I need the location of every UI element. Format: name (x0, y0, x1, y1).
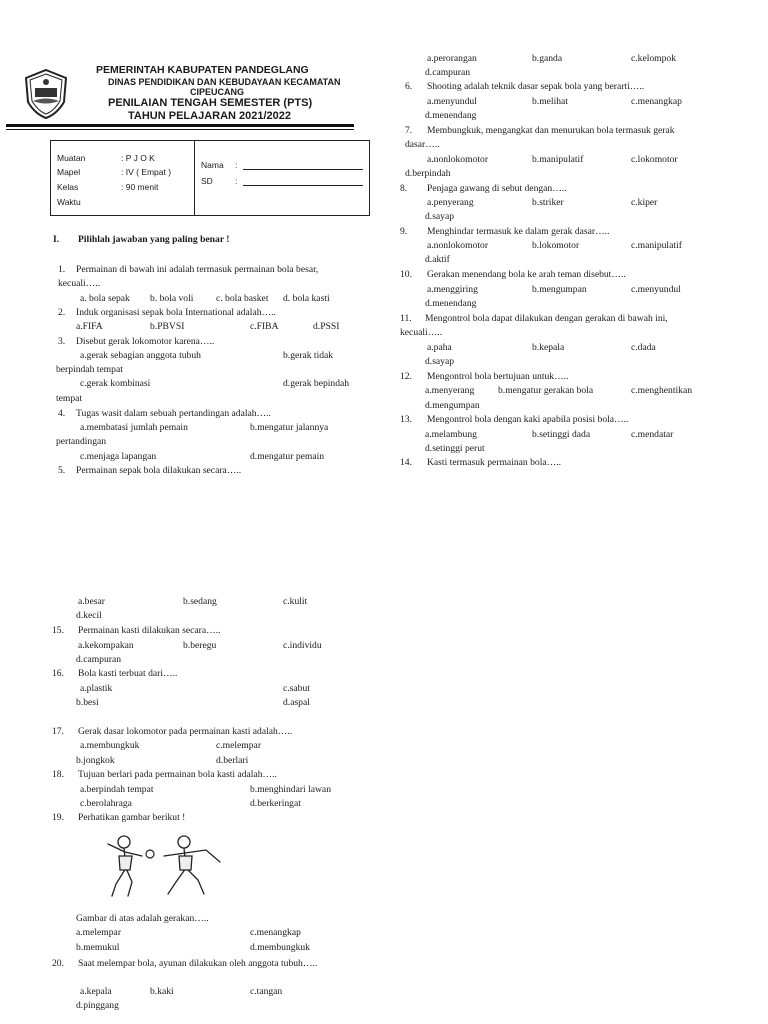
q20-number: 20. (52, 958, 64, 969)
nama-label: Nama (201, 160, 224, 170)
q16-option-a[interactable]: a.plastik (80, 683, 113, 694)
q4-option-b-cont: pertandingan (56, 436, 107, 447)
q14-number: 14. (400, 457, 412, 468)
q12-option-b[interactable]: b.mengatur gerakan bola (498, 385, 594, 396)
q11-option-b[interactable]: b.kepala (532, 342, 565, 353)
q15-text: Permainan kasti dilakukan secara….. (78, 625, 221, 636)
q5-option-b[interactable]: b.ganda (532, 53, 563, 64)
q19-option-b[interactable]: b.memukul (76, 942, 120, 953)
q7-option-b[interactable]: b.manipulatif (532, 154, 584, 165)
q4-option-d[interactable]: d.mengatur pemain (250, 451, 325, 462)
exam-title: PENILAIAN TENGAH SEMESTER (PTS) (108, 97, 313, 109)
sd-label: SD (201, 176, 213, 186)
kelas-label: Kelas (57, 182, 79, 192)
q16-number: 16. (52, 668, 64, 679)
q12-number: 12. (400, 371, 412, 382)
q4-option-b[interactable]: b.mengatur jalannya (250, 422, 329, 433)
school-year: TAHUN PELAJARAN 2021/2022 (128, 110, 292, 122)
q6-option-c[interactable]: c.menangkap (631, 96, 682, 107)
q8-option-d[interactable]: d.sayap (425, 211, 455, 222)
q11-option-a[interactable]: a.paha (427, 342, 452, 353)
q8-option-a[interactable]: a.penyerang (427, 197, 474, 208)
q7-option-a[interactable]: a.nonlokomotor (427, 154, 489, 165)
q9-option-c[interactable]: c.manipulatif (631, 240, 682, 251)
q3-text: Disebut gerak lokomotor karena….. (76, 336, 215, 347)
waktu-label: Waktu (57, 197, 81, 207)
q7-number: 7. (405, 125, 413, 136)
student-info-box (50, 140, 370, 216)
sd-colon: : (235, 176, 238, 186)
q18-option-c[interactable]: c.berolahraga (80, 798, 132, 809)
header-government: PEMERINTAH KABUPATEN PANDEGLANG (96, 64, 309, 76)
q12-option-a[interactable]: a.menyerang (425, 385, 475, 396)
q17-number: 17. (52, 726, 64, 737)
q12-text: Mengontrol bola bertujuan untuk….. (427, 371, 569, 382)
q12-option-d[interactable]: d.mengumpan (425, 400, 480, 411)
q2-option-c[interactable]: c.FIBA (250, 321, 279, 332)
mapel-label: Mapel (57, 167, 81, 177)
q15-number: 15. (52, 625, 64, 636)
q8-number: 8. (400, 183, 408, 194)
q6-option-a[interactable]: a.menyundul (427, 96, 477, 107)
q9-text: Menghindar termasuk ke dalam gerak dasar….. (427, 226, 610, 237)
q14-text: Kasti termasuk permainan bola….. (427, 457, 562, 468)
header-department: DINAS PENDIDIKAN DAN KEBUDAYAAN KECAMATAN (108, 77, 341, 87)
q20-option-a[interactable]: a.kepala (80, 986, 112, 997)
q4-text: Tugas wasit dalam sebuah pertandingan adalah….. (76, 408, 271, 419)
q13-option-c[interactable]: c.mendatar (631, 429, 674, 440)
q10-option-a[interactable]: a.menggiring (427, 284, 478, 295)
q1-option-a[interactable]: a. bola sepak (80, 293, 130, 304)
q11-text-cont: kecuali….. (400, 327, 443, 338)
kelas-value: : 90 menit (121, 182, 159, 192)
q13-option-d[interactable]: d.setinggi perut (425, 443, 485, 454)
q1-option-c[interactable]: c. bola basket (216, 293, 269, 304)
q9-number: 9. (400, 226, 408, 237)
q7-text-cont: dasar….. (405, 139, 440, 150)
q15-option-b[interactable]: b.beregu (183, 640, 217, 651)
mapel-value: : IV ( Empat ) (121, 167, 172, 177)
q15-option-a[interactable]: a.kekompakan (78, 640, 134, 651)
q14-option-a[interactable]: a.besar (78, 596, 105, 607)
q14-option-b[interactable]: b.sedang (183, 596, 217, 607)
q8-option-b[interactable]: b.striker (532, 197, 564, 208)
q20-text: Saat melempar bola, ayunan dilakukan oleh anggota tubuh….. (78, 958, 318, 969)
q4-option-c[interactable]: c.menjaga lapangan (80, 451, 157, 462)
q7-text: Membungkuk, mengangkat dan menurukan bola termasuk gerak (427, 125, 675, 136)
q20-option-c[interactable]: c.tangan (250, 986, 283, 997)
q6-text: Shooting adalah teknik dasar sepak bola yang berarti….. (427, 81, 645, 92)
q11-option-c[interactable]: c.dada (631, 342, 656, 353)
q11-text: Mengontrol bola dapat dilakukan dengan gerakan di bawah ini, (425, 313, 668, 324)
regency-seal-icon (23, 68, 69, 120)
q13-option-a[interactable]: a.melambung (425, 429, 477, 440)
q16-option-c[interactable]: c.sabut (283, 683, 310, 694)
nama-colon: : (235, 160, 238, 170)
q20-option-b[interactable]: b.kaki (150, 986, 174, 997)
q11-number: 11. (400, 313, 412, 324)
q2-option-a[interactable]: a.FIFA (76, 321, 103, 332)
q9-option-a[interactable]: a.nonlokomotor (427, 240, 489, 251)
q14-option-c[interactable]: c.kulit (283, 596, 308, 607)
q12-option-c[interactable]: c.menghentikan (631, 385, 693, 396)
q18-number: 18. (52, 769, 64, 780)
header-rule-thin (6, 129, 354, 130)
q13-number: 13. (400, 414, 412, 425)
q16-option-b[interactable]: b.besi (76, 697, 99, 708)
q3-number: 3. (58, 336, 66, 347)
q10-option-b[interactable]: b.mengumpan (532, 284, 587, 295)
q5-option-c[interactable]: c.kelompok (631, 53, 677, 64)
q17-option-d[interactable]: d.berlari (216, 755, 249, 766)
q2-option-b[interactable]: b.PBVSI (150, 321, 185, 332)
q1-option-b[interactable]: b. bola voli (150, 293, 194, 304)
muatan-label: Muatan (57, 153, 86, 163)
q19-text: Perhatikan gambar berikut ! (78, 812, 186, 823)
q2-text: Induk organisasi sepak bola International adalah….. (76, 307, 276, 318)
muatan-value: : P J O K (121, 153, 155, 163)
q19-option-a[interactable]: a.melempar (76, 927, 122, 938)
q10-number: 10. (400, 269, 412, 280)
nama-field[interactable] (243, 161, 363, 173)
q3-option-b-cont: berpindah tempat (56, 364, 123, 375)
q20-option-d[interactable]: d.pinggang (76, 1000, 119, 1011)
q6-option-d[interactable]: d.menendang (425, 110, 477, 121)
header-rule (6, 124, 354, 127)
q4-number: 4. (58, 408, 66, 419)
q5-option-d[interactable]: d.campuran (425, 67, 471, 78)
q18-option-b[interactable]: b.menghindari lawan (250, 784, 331, 795)
q6-option-b[interactable]: b.melihat (532, 96, 568, 107)
q3-option-b[interactable]: b.gerak tidak (283, 350, 334, 361)
q16-text: Bola kasti terbuat dari….. (78, 668, 178, 679)
section-number: I. (53, 234, 60, 245)
q15-option-c[interactable]: c.individu (283, 640, 322, 651)
q17-option-b[interactable]: b.jongkok (76, 755, 115, 766)
q17-option-c[interactable]: c.melempar (216, 740, 262, 751)
q18-option-d[interactable]: d.berkeringat (250, 798, 301, 809)
q18-option-a[interactable]: a.berpindah tempat (80, 784, 154, 795)
q17-text: Gerak dasar lokomotor pada permainan kasti adalah….. (78, 726, 293, 737)
q3-option-a[interactable]: a.gerak sebagian anggota tubuh (80, 350, 201, 361)
q15-option-d[interactable]: d.campuran (76, 654, 122, 665)
q16-option-d[interactable]: d.aspal (283, 697, 310, 708)
q2-number: 2. (58, 307, 66, 318)
q19-option-c[interactable]: c.menangkap (250, 927, 301, 938)
q9-option-b[interactable]: b.lokomotor (532, 240, 580, 251)
q1-text: Permainan di bawah ini adalah termasuk permainan bola besar, (76, 264, 319, 275)
q8-text: Penjaga gawang di sebut dengan….. (427, 183, 567, 194)
q13-text: Mengontrol bola dengan kaki apabila posisi bola….. (427, 414, 629, 425)
q19-text-cont: Gambar di atas adalah gerakan….. (76, 913, 209, 924)
q3-option-c[interactable]: c.gerak kombinasi (80, 378, 151, 389)
q13-option-b[interactable]: b.setinggi dada (532, 429, 591, 440)
q4-option-a[interactable]: a.membatasi jumlah pemain (80, 422, 188, 433)
q7-option-d[interactable]: d.berpindah (405, 168, 451, 179)
q14-option-d[interactable]: d.kecil (76, 610, 102, 621)
header-district: CIPEUCANG (190, 87, 245, 97)
q10-option-d[interactable]: d.menendang (425, 298, 477, 309)
q8-option-c[interactable]: c.kiper (631, 197, 658, 208)
q7-option-c[interactable]: c.lokomotor (631, 154, 678, 165)
q19-option-d[interactable]: d.membungkuk (250, 942, 310, 953)
q11-option-d[interactable]: d.sayap (425, 356, 455, 367)
q9-option-d[interactable]: d.aktif (425, 254, 450, 265)
q1-text-cont: kecuali….. (58, 278, 101, 289)
section-title: Pilihlah jawaban yang paling benar ! (78, 234, 230, 245)
q17-option-a[interactable]: a.membungkuk (80, 740, 140, 751)
q10-text: Gerakan menendang bola ke arah teman disebut….. (427, 269, 626, 280)
q5-option-a[interactable]: a.perorangan (427, 53, 477, 64)
throwing-children-illustration (102, 832, 228, 900)
q3-option-d[interactable]: d.gerak bepindah (283, 378, 350, 389)
q5-text: Permainan sepak bola dilakukan secara….. (76, 465, 242, 476)
q3-option-d-cont: tempat (56, 393, 83, 404)
sd-field[interactable] (243, 177, 363, 189)
q5-number: 5. (58, 465, 66, 476)
q18-text: Tujuan berlari pada permainan bola kasti adalah….. (78, 769, 277, 780)
q1-number: 1. (58, 264, 66, 275)
q10-option-c[interactable]: c.menyundul (631, 284, 681, 295)
q19-number: 19. (52, 812, 64, 823)
q6-number: 6. (405, 81, 413, 92)
q2-option-d[interactable]: d.PSSI (313, 321, 340, 332)
q1-option-d[interactable]: d. bola kasti (283, 293, 330, 304)
